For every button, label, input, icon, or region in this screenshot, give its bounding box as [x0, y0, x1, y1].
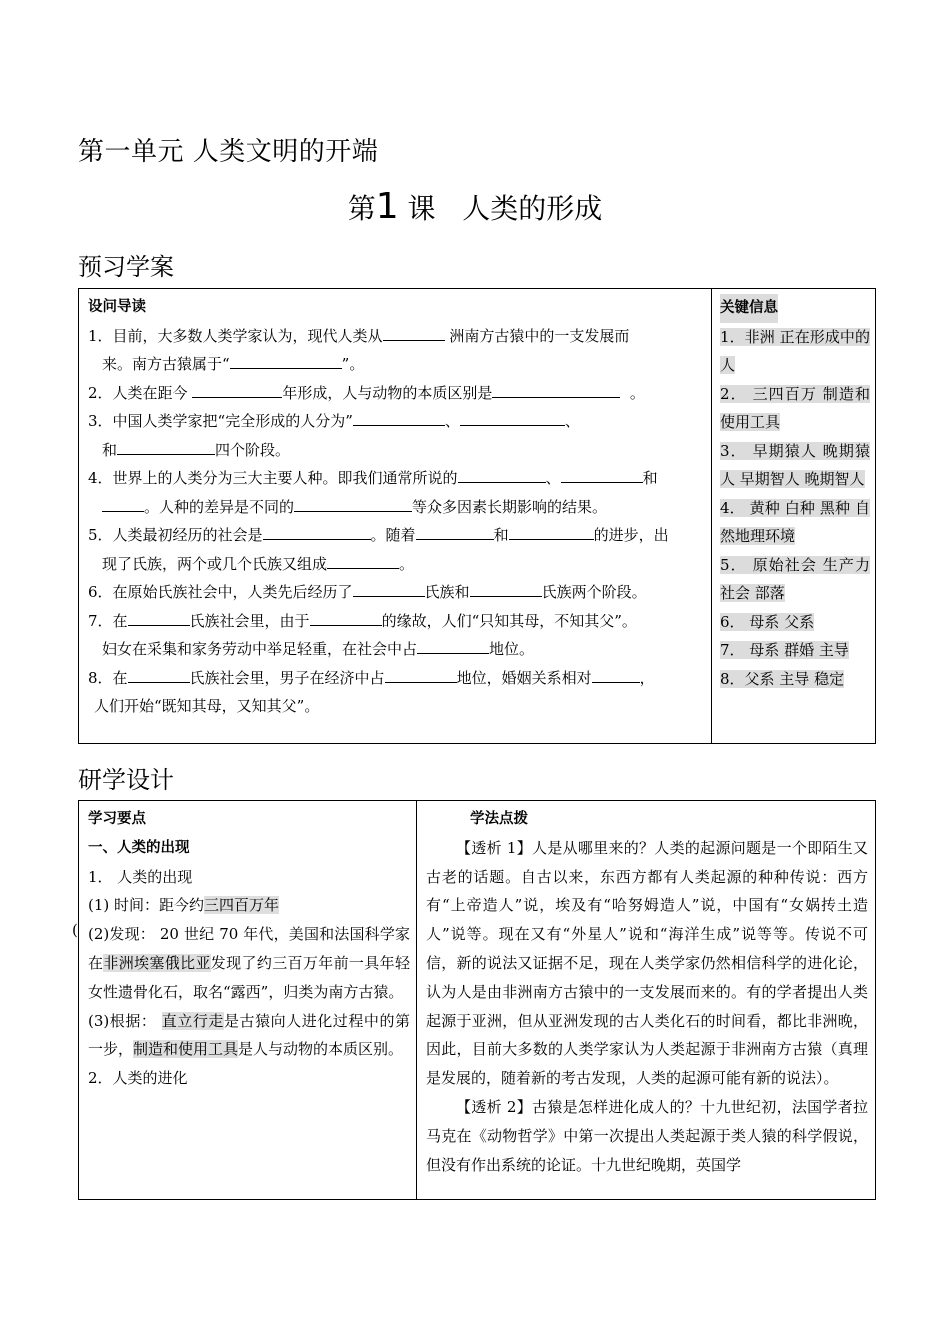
- lesson-title: [0, 186, 950, 227]
- blank: [561, 464, 643, 483]
- preview-table-divider: [711, 289, 712, 743]
- blank: [592, 664, 640, 683]
- blank: [416, 521, 494, 540]
- point-discovery: (2)发现： 20 世纪 70 年代，美国和法国科学家在非洲埃塞俄比亚发现了约三百万年前一具年轻女性遗骨化石，取名“露西”，归类为南方古猿。: [88, 925, 410, 1001]
- point1-heading: 一、人类的出现: [88, 839, 190, 856]
- research-table-divider: [416, 801, 417, 1199]
- point2-heading: 2．人类的进化: [88, 1069, 188, 1088]
- blank: [509, 521, 594, 540]
- question-4: 4．世界上的人类分为三大主要人种。即我们通常所说的 、 和 。人种的差异是不同的 等众多因素长期影响的结果。: [88, 464, 702, 521]
- question-1: 1．目前，大多数人类学家认为，现代人类从 洲南方古猿中的一支发展而 来。南方古猿属于“ ”。: [88, 322, 702, 379]
- study-points-header: 学习要点: [88, 811, 146, 827]
- question-7: 7．在 氏族社会里，由于 的缘故，人们“只知其母，不知其父”。 妇女在采集和家务劳动中举足轻重，在社会中占 地位。: [88, 607, 702, 664]
- blank: [117, 436, 215, 455]
- key-item-2: 2． 三四百万 制造和使用工具: [720, 384, 870, 431]
- lesson-number: 1: [375, 186, 399, 227]
- blank: [492, 379, 620, 398]
- margin-mark: (: [72, 921, 78, 939]
- blank: [460, 407, 565, 426]
- blank: [128, 664, 190, 683]
- key-item-7: 7． 母系 群婚 主导: [720, 641, 849, 659]
- key-item-8: 8．父系 主导 稳定: [720, 669, 845, 688]
- lesson-suffix: 课: [407, 192, 436, 225]
- unit-title: 第一单元 人类文明的开端: [78, 137, 379, 167]
- question-2: 2．人类在距今 年形成，人与动物的本质区别是 。: [88, 379, 702, 408]
- blank: [353, 578, 425, 597]
- question-8: 8．在 氏族社会里，男子在经济中占 地位，婚姻关系相对 ， 人们开始“既知其母，又知其父”。: [88, 664, 702, 721]
- blank: [353, 407, 445, 426]
- key-info: [720, 293, 870, 693]
- research-section-title: 研学设计: [78, 766, 174, 794]
- blank: [385, 664, 457, 683]
- blank: [383, 322, 445, 341]
- blank: [102, 493, 144, 512]
- blank: [458, 464, 546, 483]
- blank: [294, 493, 412, 512]
- question-6: 6．在原始氏族社会中，人类先后经历了 氏族和 氏族两个阶段。: [88, 578, 702, 607]
- guided-questions-header: 设问导读: [88, 299, 146, 315]
- key-item-5: 5． 原始社会 生产力 社会 部落: [720, 555, 870, 602]
- key-item-3: 3． 早期猿人 晚期猿人 早期智人 晚期智人: [720, 441, 870, 488]
- blank: [128, 607, 190, 626]
- point-time: (1) 时间：距今约三四百万年: [88, 896, 280, 915]
- key-item-1: 1．非洲 正在形成中的人: [720, 327, 870, 374]
- key-item-4: 4． 黄种 白种 黑种 自然地理环境: [720, 498, 870, 545]
- blank: [417, 635, 489, 654]
- preview-section-title: 预习学案: [78, 253, 174, 281]
- blank: [192, 379, 282, 398]
- preview-table: [78, 288, 876, 744]
- point-basis: (3)根据： 直立行走是古猿向人进化过程中的第一步，制造和使用工具是人与动物的本质区别。: [88, 1011, 410, 1059]
- key-item-6: 6． 母系 父系: [720, 612, 815, 631]
- blank: [327, 550, 399, 569]
- guided-questions: [88, 293, 702, 721]
- key-info-header: 关键信息: [720, 294, 778, 323]
- question-5: 5．人类最初经历的社会是 。随着 和 的进步，出 现了氏族，两个或几个氏族又组成 。: [88, 521, 702, 578]
- analysis-2: 【透析 2】古猿是怎样进化成人的？十九世纪初，法国学者拉马克在《动物哲学》中第一次提出人类起源于类人猿的科学假说，但没有作出系统的论证。十九世纪晚期，英国学: [426, 1097, 869, 1174]
- lesson-name: 人类的形成: [462, 192, 603, 225]
- research-table: [78, 800, 876, 1200]
- lesson-prefix: 第: [347, 192, 376, 225]
- blank: [310, 607, 382, 626]
- point1-sub: 1． 人类的出现: [88, 867, 193, 886]
- study-points: [88, 805, 410, 1093]
- blank: [470, 578, 542, 597]
- analysis-1: 【透析 1】人是从哪里来的？人类的起源问题是一个即陌生又古老的话题。自古以来，东西方都有人类起源的种种传说：西方有“上帝造人”说，埃及有“哈努姆造人”说，中国有“女娲抟土造人”说等。现在又有“外星人”说和“海洋生成”说等等。传说不可信，新的说法又证据不足，现在人类学家仍然相信科学的进化论，认为人是由非洲南方古猿中的一支发展而来的。有的学者提出人类起源于亚洲，但从亚洲发现的古人类化石的时间看，都比非洲晚，因此，目前大多数的人类学家认为人类起源于非洲南方古猿（真理是发展的，随着新的考古发现，人类的起源可能有新的说法）。: [426, 838, 869, 1088]
- method-tips: [426, 805, 868, 1179]
- blank: [230, 350, 342, 369]
- blank: [263, 521, 371, 540]
- method-tips-header: 学法点拨: [470, 811, 528, 827]
- question-3: 3．中国人类学家把“完全形成的人分为” 、 、 和 四个阶段。: [88, 407, 702, 464]
